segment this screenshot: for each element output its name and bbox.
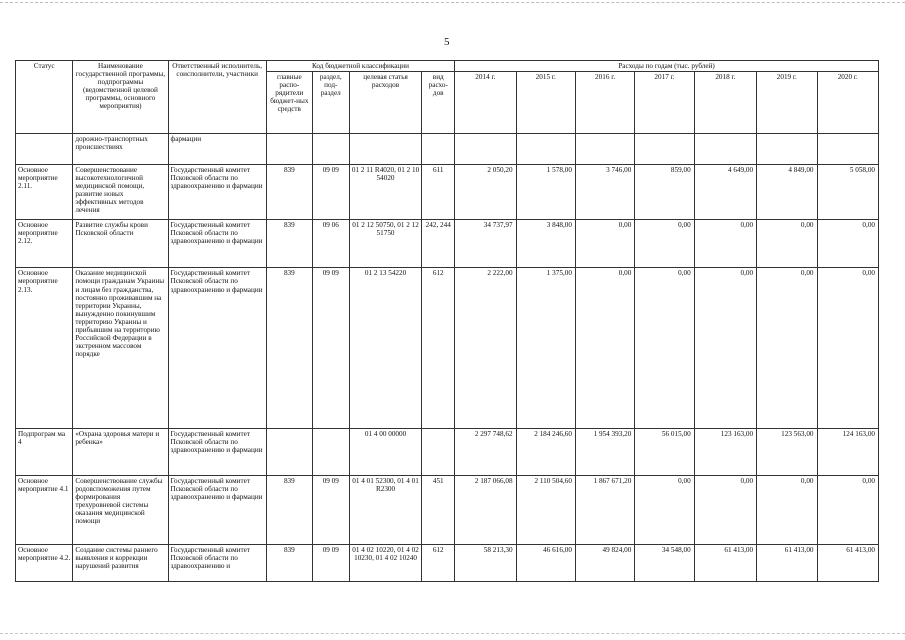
cell-value: 34 737,97 xyxy=(455,219,516,268)
cell-value: 1 867 671,20 xyxy=(575,476,634,545)
cell-value: 61 413,00 xyxy=(694,545,756,582)
cell-razdel xyxy=(312,134,349,165)
cell-value: 0,00 xyxy=(575,219,634,268)
cell-value: 123 563,00 xyxy=(757,429,817,476)
cell-target: 01 4 01 52300, 01 4 01 R2300 xyxy=(349,476,422,545)
cell-value: 0,00 xyxy=(817,476,879,545)
scan-edge-bottom xyxy=(0,633,905,634)
cell-grbs xyxy=(266,134,312,165)
cell-value: 124 163,00 xyxy=(817,429,879,476)
cell-value: 2 050,20 xyxy=(455,164,516,219)
cell-target: 01 4 02 10220, 01 4 02 10230, 01 4 02 10240 xyxy=(349,545,422,582)
cell-value: 0,00 xyxy=(575,268,634,429)
cell-grbs xyxy=(266,429,312,476)
cell-name: Развитие службы крови Псковской области xyxy=(73,219,168,268)
cell-vid: 242, 244 xyxy=(422,219,455,268)
cell-name: Создание системы раннего выявления и коррекции нарушений развития xyxy=(73,545,168,582)
cell-grbs: 839 xyxy=(266,164,312,219)
cell-value: 0,00 xyxy=(635,219,694,268)
header-razdel: раздел, под-раздел xyxy=(312,72,349,134)
cell-responsible: фармации xyxy=(168,134,266,165)
cell-razdel: 09 09 xyxy=(312,476,349,545)
cell-status: Основное мероприятие 2.12. xyxy=(16,219,73,268)
cell-value: 859,00 xyxy=(635,164,694,219)
cell-value: 0,00 xyxy=(694,268,756,429)
cell-razdel: 09 09 xyxy=(312,164,349,219)
cell-responsible: Государственный комитет Псковской области по здравоохранению и xyxy=(168,545,266,582)
header-budget-code: Код бюджетной классификации xyxy=(266,61,454,72)
cell-target xyxy=(349,134,422,165)
cell-razdel: 09 09 xyxy=(312,268,349,429)
cell-value: 0,00 xyxy=(757,476,817,545)
cell-responsible: Государственный комитет Псковской области по здравоохранению и фармации xyxy=(168,164,266,219)
cell-value xyxy=(455,134,516,165)
cell-grbs: 839 xyxy=(266,545,312,582)
cell-vid xyxy=(422,134,455,165)
table-row xyxy=(16,164,879,219)
cell-responsible: Государственный комитет Псковской области по здравоохранению и фармации xyxy=(168,476,266,545)
header-status: Статус xyxy=(16,61,73,134)
cell-grbs: 839 xyxy=(266,268,312,429)
cell-name: дорожно-транспортных происшествиях xyxy=(73,134,168,165)
cell-value: 34 548,00 xyxy=(635,545,694,582)
cell-value: 123 163,00 xyxy=(694,429,756,476)
cell-responsible: Государственный комитет Псковской области по здравоохранению и фармации xyxy=(168,219,266,268)
cell-grbs: 839 xyxy=(266,476,312,545)
header-year: 2019 г. xyxy=(757,72,817,134)
cell-vid: 611 xyxy=(422,164,455,219)
cell-name: «Охрана здоровья матери и ребенка» xyxy=(73,429,168,476)
cell-status: Подпрограм ма 4 xyxy=(16,429,73,476)
cell-value: 0,00 xyxy=(757,268,817,429)
table-row xyxy=(16,545,879,582)
cell-vid: 451 xyxy=(422,476,455,545)
cell-value: 61 413,00 xyxy=(757,545,817,582)
cell-value xyxy=(694,134,756,165)
cell-value: 0,00 xyxy=(635,476,694,545)
cell-value: 58 213,30 xyxy=(455,545,516,582)
cell-value: 1 954 393,20 xyxy=(575,429,634,476)
cell-value: 0,00 xyxy=(817,219,879,268)
cell-value: 0,00 xyxy=(757,219,817,268)
header-row-1 xyxy=(16,61,879,72)
cell-value: 4 849,00 xyxy=(757,164,817,219)
cell-value: 0,00 xyxy=(635,268,694,429)
cell-target: 01 4 00 00000 xyxy=(349,429,422,476)
cell-vid: 612 xyxy=(422,545,455,582)
cell-name: Оказание медицинской помощи гражданам Украины и лицам без гражданства, постоянно проживавшим на территории Украины, вынужденно покинувшим территорию Украины и прибывшим на территорию Российской Федерации в экстренном массовом порядке xyxy=(73,268,168,429)
cell-value: 2 187 066,08 xyxy=(455,476,516,545)
cell-value: 61 413,00 xyxy=(817,545,879,582)
cell-status: Основное мероприятие 2.11. xyxy=(16,164,73,219)
cell-status: Основное мероприятие 4.2. xyxy=(16,545,73,582)
cell-status: Основное мероприятие 2.13. xyxy=(16,268,73,429)
cell-value: 1 578,00 xyxy=(516,164,575,219)
table-row xyxy=(16,476,879,545)
cell-value: 3 848,00 xyxy=(516,219,575,268)
cell-value: 5 058,00 xyxy=(817,164,879,219)
cell-value: 4 649,00 xyxy=(694,164,756,219)
cell-status xyxy=(16,134,73,165)
header-grbs: главные распо-рядители бюджет-ных средств xyxy=(266,72,312,134)
header-year: 2018 г. xyxy=(694,72,756,134)
cell-value xyxy=(757,134,817,165)
cell-grbs: 839 xyxy=(266,219,312,268)
cell-value: 0,00 xyxy=(694,219,756,268)
page-number: 5 xyxy=(444,36,450,48)
cell-value: 2 184 246,60 xyxy=(516,429,575,476)
budget-table xyxy=(15,60,879,582)
cell-value xyxy=(635,134,694,165)
table-row xyxy=(16,219,879,268)
cell-value xyxy=(817,134,879,165)
header-responsible: Ответственный исполнитель, соисполнители, участники xyxy=(168,61,266,134)
cell-vid xyxy=(422,429,455,476)
header-year: 2016 г. xyxy=(575,72,634,134)
header-expenses: Расходы по годам (тыс. рублей) xyxy=(455,61,879,72)
cell-value xyxy=(516,134,575,165)
cell-target: 01 2 12 50750, 01 2 12 51750 xyxy=(349,219,422,268)
cell-target: 01 2 13 54220 xyxy=(349,268,422,429)
cell-value: 56 015,00 xyxy=(635,429,694,476)
cell-value: 1 375,00 xyxy=(516,268,575,429)
cell-value: 2 297 748,62 xyxy=(455,429,516,476)
cell-name: Совершенствование высокотехнологичной медицинской помощи, развитие новых эффективных методов лечения xyxy=(73,164,168,219)
cell-responsible: Государственный комитет Псковской области по здравоохранению и фармации xyxy=(168,429,266,476)
cell-value: 3 746,00 xyxy=(575,164,634,219)
cell-value: 46 616,00 xyxy=(516,545,575,582)
cell-value: 0,00 xyxy=(817,268,879,429)
cell-razdel: 09 09 xyxy=(312,545,349,582)
cell-value xyxy=(575,134,634,165)
cell-name: Совершенствование службы родовспоможения путем формирования трехуровневой системы оказания медицинской помощи xyxy=(73,476,168,545)
header-year: 2017 г. xyxy=(635,72,694,134)
cell-value: 0,00 xyxy=(694,476,756,545)
cell-razdel: 09 06 xyxy=(312,219,349,268)
scan-edge-top xyxy=(0,2,905,3)
cell-razdel xyxy=(312,429,349,476)
table-row xyxy=(16,268,879,429)
header-year: 2015 г. xyxy=(516,72,575,134)
table-row xyxy=(16,134,879,165)
header-year: 2014 г. xyxy=(455,72,516,134)
cell-value: 49 824,00 xyxy=(575,545,634,582)
header-year: 2020 г. xyxy=(817,72,879,134)
header-vid: вид расхо-дов xyxy=(422,72,455,134)
cell-value: 2 110 504,60 xyxy=(516,476,575,545)
cell-responsible: Государственный комитет Псковской области по здравоохранению и фармации xyxy=(168,268,266,429)
header-name: Наименование государственной программы, подпрограммы (ведомственной целевой программы, основного мероприятия) xyxy=(73,61,168,134)
cell-target: 01 2 11 R4020, 01 2 10 54020 xyxy=(349,164,422,219)
cell-status: Основное мероприятие 4.1 xyxy=(16,476,73,545)
header-target: целевая статья расходов xyxy=(349,72,422,134)
cell-value: 2 222,00 xyxy=(455,268,516,429)
table-row xyxy=(16,429,879,476)
cell-vid: 612 xyxy=(422,268,455,429)
